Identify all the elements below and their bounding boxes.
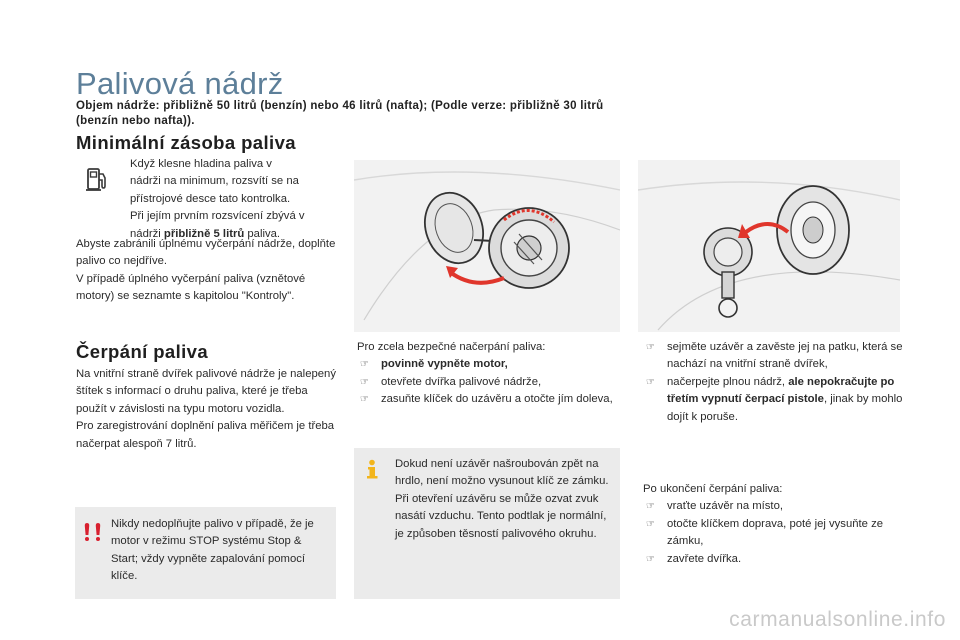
list-item: ☞ zavřete dvířka. bbox=[643, 551, 905, 568]
pointing-hand-icon: ☞ bbox=[360, 376, 369, 388]
reserve-text bbox=[130, 156, 340, 243]
steps-column-3 bbox=[643, 481, 905, 568]
reserve-line-last: nádrži přibližně 5 litrů paliva. bbox=[130, 227, 281, 240]
fuel-flap-illustration-1 bbox=[354, 160, 620, 332]
reserve-line: Při jejím prvním rozsvícení zbývá v bbox=[130, 210, 305, 223]
warning-exclamation-icon bbox=[83, 521, 105, 548]
info-text bbox=[395, 456, 609, 543]
pointing-hand-icon: ☞ bbox=[646, 342, 655, 353]
refuel-heading: Čerpání paliva bbox=[76, 341, 209, 362]
fuel-flap-illustration-2 bbox=[638, 160, 900, 332]
watermark: carmanualsonline.info bbox=[729, 608, 946, 631]
capacity-intro: Objem nádrže: přibližně 50 litrů (benzín) nebo 46 litrů (nafta); (Podle verze: přibližně 30 litrů (benzín nebo nafta)). bbox=[76, 100, 604, 127]
list-item: ☞ otevřete dvířka palivové nádrže, bbox=[357, 374, 617, 391]
reserve-advice bbox=[76, 236, 336, 306]
warning-box bbox=[75, 507, 336, 599]
reserve-para: V případě úplného vyčerpání paliva (vznětové motory) se seznamte s kapitolou "Kontroly". bbox=[76, 272, 306, 303]
pointing-hand-icon: ☞ bbox=[646, 518, 655, 530]
pointing-hand-icon: ☞ bbox=[646, 553, 655, 565]
steps-column-1 bbox=[357, 339, 617, 409]
list-item: ☞ otočte klíčkem doprava, poté jej vysuňte ze zámku, bbox=[646, 517, 884, 548]
steps2-list bbox=[643, 339, 905, 426]
refuel-text bbox=[76, 366, 338, 453]
steps-column-2 bbox=[643, 339, 905, 426]
pointing-hand-icon: ☞ bbox=[360, 359, 369, 371]
reserve-para: Abyste zabránili úplnému vyčerpání nádrže, doplňte palivo co nejdříve. bbox=[76, 238, 336, 268]
list-item: ☞ vraťte uzávěr na místo, bbox=[643, 498, 905, 515]
pointing-hand-icon: ☞ bbox=[646, 376, 655, 388]
list-item: ☞ sejměte uzávěr a zavěste jej na patku, která se nachází na vnitřní straně dvířek, bbox=[646, 341, 903, 371]
steps3-intro: Po ukončení čerpání paliva: bbox=[643, 483, 783, 495]
page-title: Palivová nádrž bbox=[76, 66, 284, 101]
reserve-heading: Minimální zásoba paliva bbox=[76, 132, 296, 153]
info-para: Dokud není uzávěr našroubován zpět na hrdlo, není možno vysunout klíč ze zámku. bbox=[395, 458, 609, 488]
reserve-line: nádrži na minimum, rozsvítí se na bbox=[130, 175, 299, 188]
steps3-list bbox=[643, 498, 905, 568]
info-para: Při otevření uzávěru se může ozvat zvuk nasátí vzduchu. Tento podtlak je normální, je způsoben těsností palivového okruhu. bbox=[395, 492, 607, 540]
refuel-para: Na vnitřní straně dvířek palivové nádrže je nalepený štítek s informací o druhu paliva, které je třeba použít v závislosti na typu motoru vozidla. bbox=[76, 368, 336, 415]
info-icon bbox=[363, 459, 381, 484]
warning-text: Nikdy nedoplňujte palivo v případě, že je motor v režimu STOP systému Stop & Start; vždy vypněte zapalování pomocí klíče. bbox=[111, 518, 314, 583]
pointing-hand-icon: ☞ bbox=[360, 394, 369, 406]
steps1-intro: Pro zcela bezpečné načerpání paliva: bbox=[357, 341, 546, 353]
list-item: ☞ povinně vypněte motor, bbox=[357, 356, 617, 373]
pointing-hand-icon: ☞ bbox=[646, 501, 655, 513]
reserve-line: přístrojové desce tato kontrolka. bbox=[130, 192, 291, 205]
refuel-para: Pro zaregistrování doplnění paliva měřičem je třeba načerpat alespoň 7 litrů. bbox=[76, 420, 335, 450]
list-item: ☞ zasuňte klíček do uzávěru a otočte jím doleva, bbox=[357, 391, 617, 408]
info-box bbox=[354, 448, 620, 599]
list-item: ☞ načerpejte plnou nádrž, ale nepokračujte po třetím vypnutí čerpací pistole, jinak by mohlo dojít k poruše. bbox=[646, 375, 903, 423]
fuel-pump-icon bbox=[86, 166, 110, 192]
steps1-list bbox=[357, 356, 617, 408]
reserve-line: Když klesne hladina paliva v bbox=[130, 158, 272, 170]
